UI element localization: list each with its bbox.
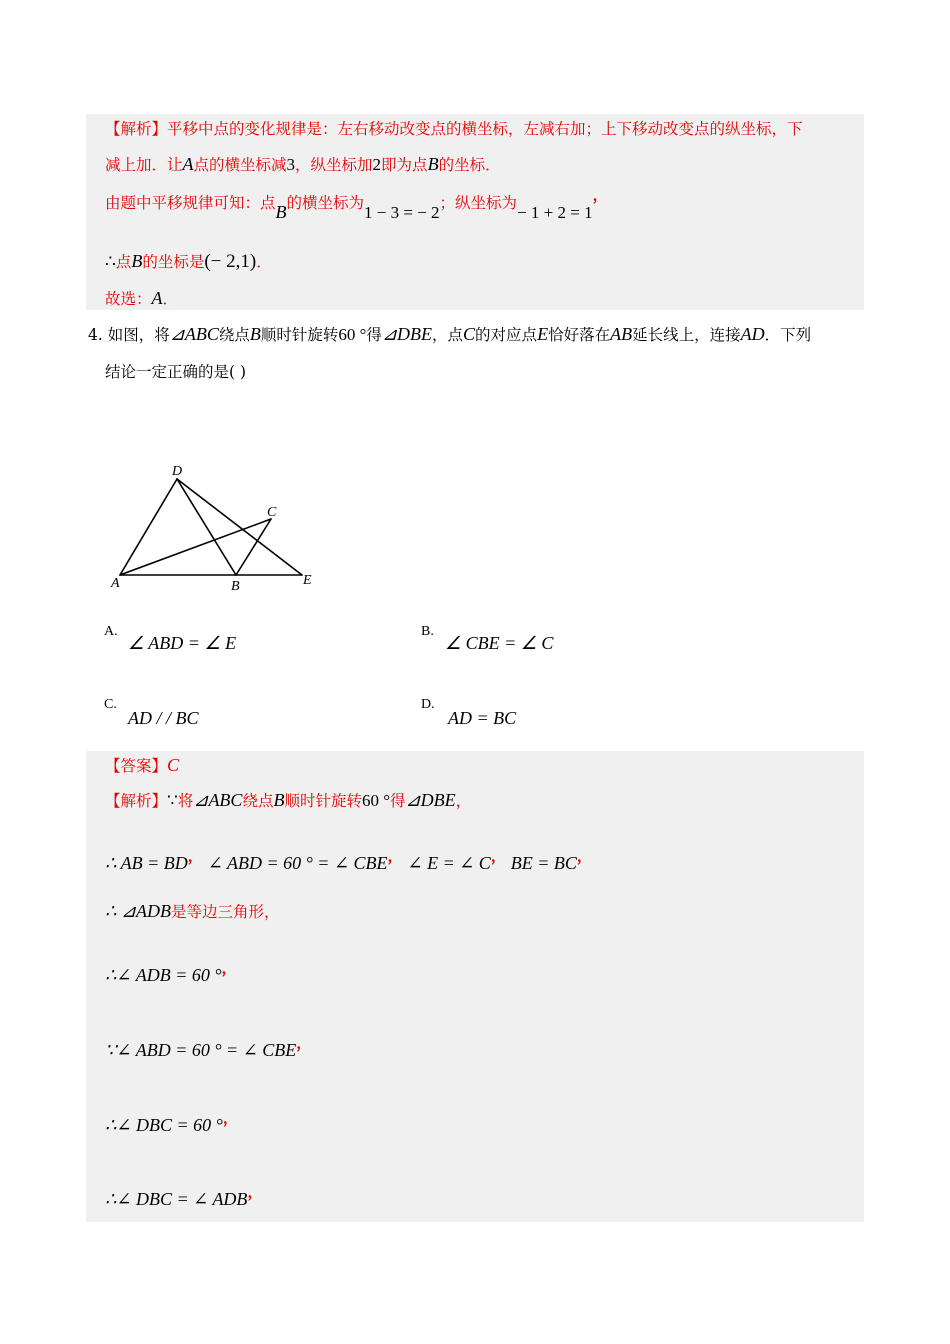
segment-AD [120,479,177,575]
q4-step6: ∴∠ DBC = ∠ ADB， [105,1183,263,1209]
q3-solution-line3: 由题中平移规律可知：点B的横坐标为1 − 3 = − 2；纵坐标为− 1 + 2 = 1， [105,186,608,222]
q4-step4: ∵∠ ABD = 60 ° = ∠ CBE， [105,1034,312,1060]
q4-answer-line [105,754,179,777]
q4-step5: ∴∠ DBC = 60 °， [105,1109,238,1135]
option-c-expr[interactable]: AD / / BC [128,708,199,728]
option-d-label[interactable]: D. [421,697,435,712]
q4-geometry-figure [100,455,340,600]
segment-AC [120,519,271,575]
option-b-label[interactable]: B. [421,624,434,639]
segment-DE [177,479,302,575]
segment-DB [177,479,236,575]
analysis-label: 【解析】 [105,792,168,810]
q4-step1: ∴ AB = BD， ∠ ABD = 60 ° = ∠ CBE， ∠ E = ∠ C， BE = BC， [105,847,592,873]
point-label-E: E [303,573,312,588]
analysis-label: 【解析】 [105,120,168,138]
point-label-B: B [231,579,240,594]
question-number: 4. [88,326,103,344]
point-label-D: D [172,464,183,479]
option-a-expr[interactable]: ∠ ABD = ∠ E [128,633,237,653]
q4-analysis-line1: 【解析】∵将⊿ABC绕点B顺时针旋转60 °得⊿DBE， [105,790,472,810]
q4-stem-line2: 结论一定正确的是( ) [105,363,247,381]
q4-stem-line1: 4. 如图，将⊿ABC绕点B顺时针旋转60 °得⊿DBE，点C的对应点E恰好落在AB延长线上，连接AD．下列 [88,324,812,344]
answer-value: C [167,755,180,775]
q3-solution-line1: 【解析】平移中点的变化规律是：左右移动改变点的横坐标，左减右加；上下移动改变点的纵坐标，下 [105,120,803,138]
option-c-label[interactable]: C. [104,697,117,712]
answer-label: 【答案】 [105,757,168,775]
option-b-expr[interactable]: ∠ CBE = ∠ C [445,633,554,653]
point-label-C: C [267,505,277,520]
option-a-label[interactable]: A. [104,624,118,639]
option-d-expr[interactable]: AD = BC [448,708,517,728]
q3-solution-line4: ∴点B的坐标是(− 2,1)． [105,251,272,272]
point-label-A: A [111,576,120,591]
q3-solution-line5: 故选：A． [105,288,179,308]
q3-solution-line2: 减上加．让A点的横坐标减3，纵坐标加2即为点B的坐标． [105,154,501,174]
q4-step2: ∴ ⊿ADB是等边三角形， [105,901,280,921]
q4-step3: ∴∠ ADB = 60 °， [105,959,237,985]
